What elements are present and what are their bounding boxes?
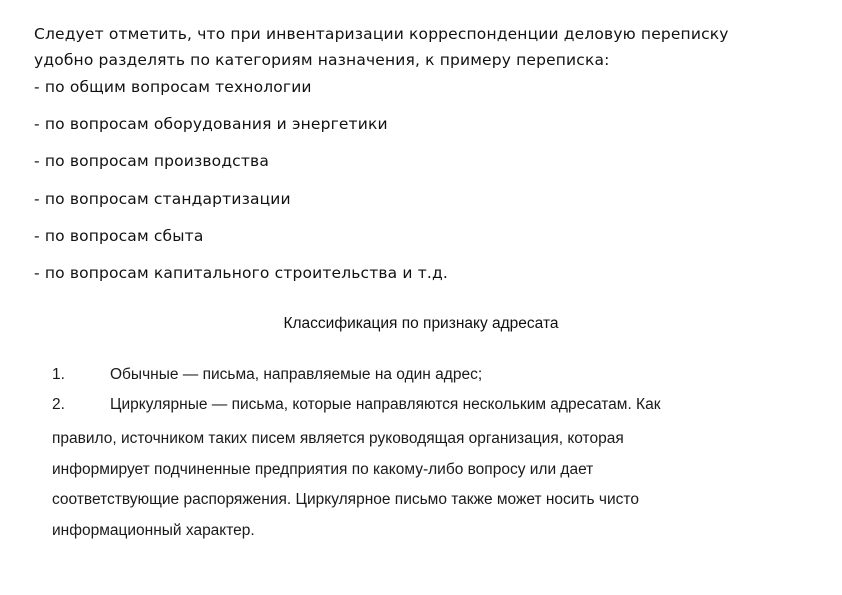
category-item: - по вопросам стандартизации [34, 189, 291, 208]
item-text: Обычные — письма, направляемые на один адрес; [110, 366, 483, 383]
category-list [34, 74, 814, 297]
intro-line: удобно разделять по категориям назначения, к примеру переписка: [34, 51, 610, 69]
category-item: - по вопросам капитального строительства и т.д. [34, 263, 448, 282]
intro-line: Следует отметить, что при инвентаризации корреспонденции деловую переписку [34, 25, 729, 43]
continuation-line: правило, источником таких писем является руководящая организация, которая [52, 430, 624, 447]
continuation-line: информационный характер. [52, 521, 255, 539]
category-item: - по вопросам производства [34, 152, 269, 171]
category-item: - по вопросам оборудования и энергетики [34, 115, 388, 134]
item-number: 2. [52, 396, 65, 413]
continuation-line: соответствующие распоряжения. Циркулярное письмо также может носить чисто [52, 491, 639, 508]
item-text: Циркулярные — письма, которые направляются нескольким адресатам. Как [110, 396, 661, 413]
classification-list [52, 364, 772, 546]
item-number: 1. [52, 366, 65, 383]
classification-item [52, 364, 772, 394]
intro-paragraph [34, 21, 814, 73]
section-title: Классификация по признаку адресата [283, 315, 559, 332]
continuation-line: информирует подчиненные предприятия по какому-либо вопросу или дает [52, 460, 594, 478]
category-item: - по вопросам сбыта [34, 226, 204, 245]
classification-item [52, 394, 772, 424]
category-item: - по общим вопросам технологии [34, 78, 312, 96]
